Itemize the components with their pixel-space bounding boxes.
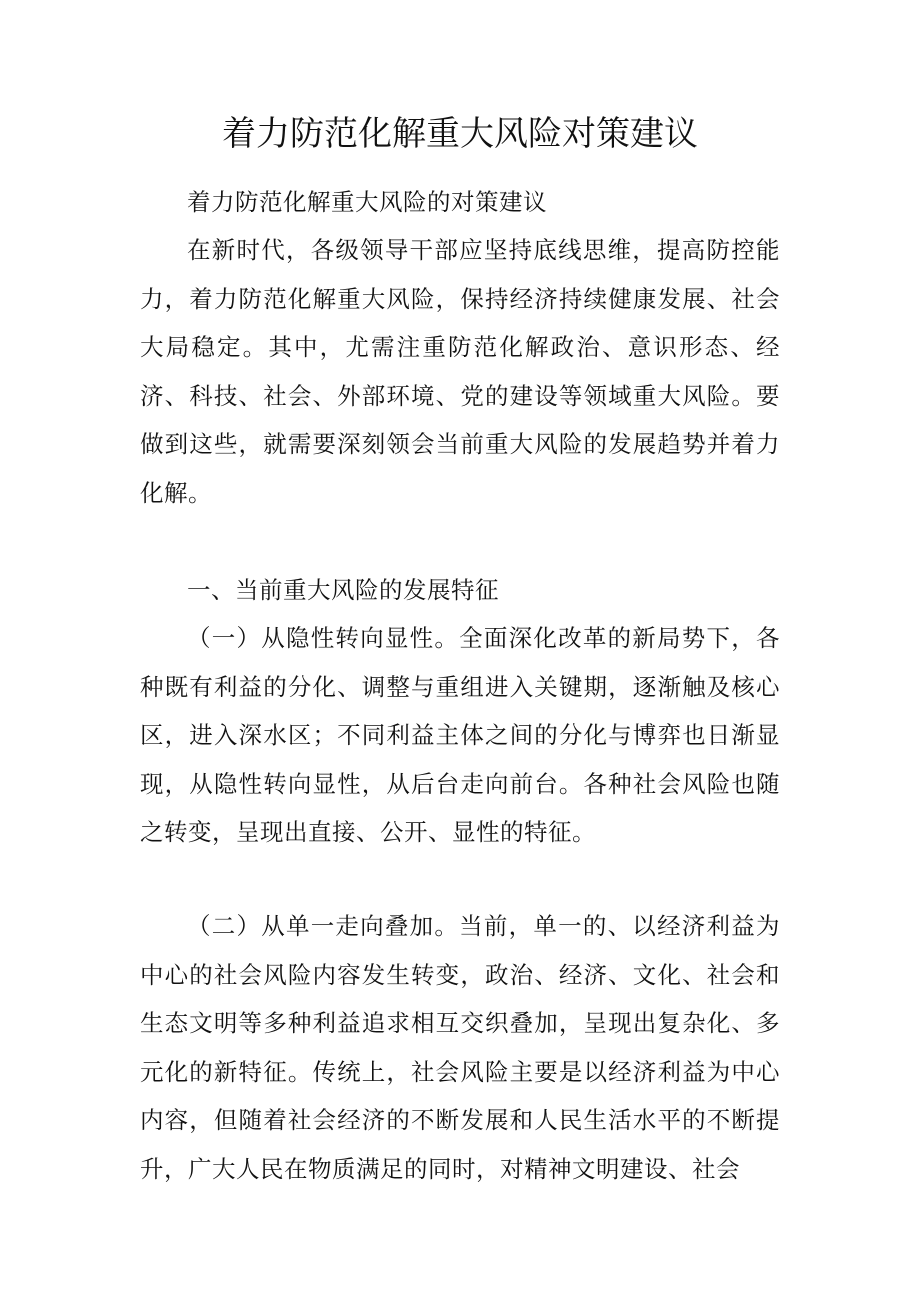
subtitle-paragraph: 着力防范化解重大风险的对策建议	[187, 188, 547, 216]
section-paragraph-1: （一）从隐性转向显性。全面深化改革的新局势下，各种既有利益的分化、调整与重组进入关键期，逐渐触及核心区，进入深水区；不同利益主体之间的分化与博弈也日渐显现，从隐性转向显性，从后台走向前台。各种社会风险也随之转变，呈现出直接、公开、显性的特征。	[140, 624, 780, 846]
section-heading: 一、当前重大风险的发展特征	[187, 576, 499, 604]
intro-paragraph: 在新时代，各级领导干部应坚持底线思维，提高防控能力，着力防范化解重大风险，保持经济持续健康发展、社会大局稳定。其中，尤需注重防范化解政治、意识形态、经济、科技、社会、外部环境、党的建设等领域重大风险。要做到这些，就需要深刻领会当前重大风险的发展趋势并着力化解。	[140, 236, 780, 507]
document-title: 着力防范化解重大风险对策建议	[222, 114, 698, 154]
section-paragraph-2: （二）从单一走向叠加。当前，单一的、以经济利益为中心的社会风险内容发生转变，政治、经济、文化、社会和生态文明等多种利益追求相互交织叠加，呈现出复杂化、多元化的新特征。传统上，社会风险主要是以经济利益为中心内容，但随着社会经济的不断发展和人民生活水平的不断提升，广大人民在物质满足的同时，对精神文明建设、社会	[140, 912, 780, 1183]
